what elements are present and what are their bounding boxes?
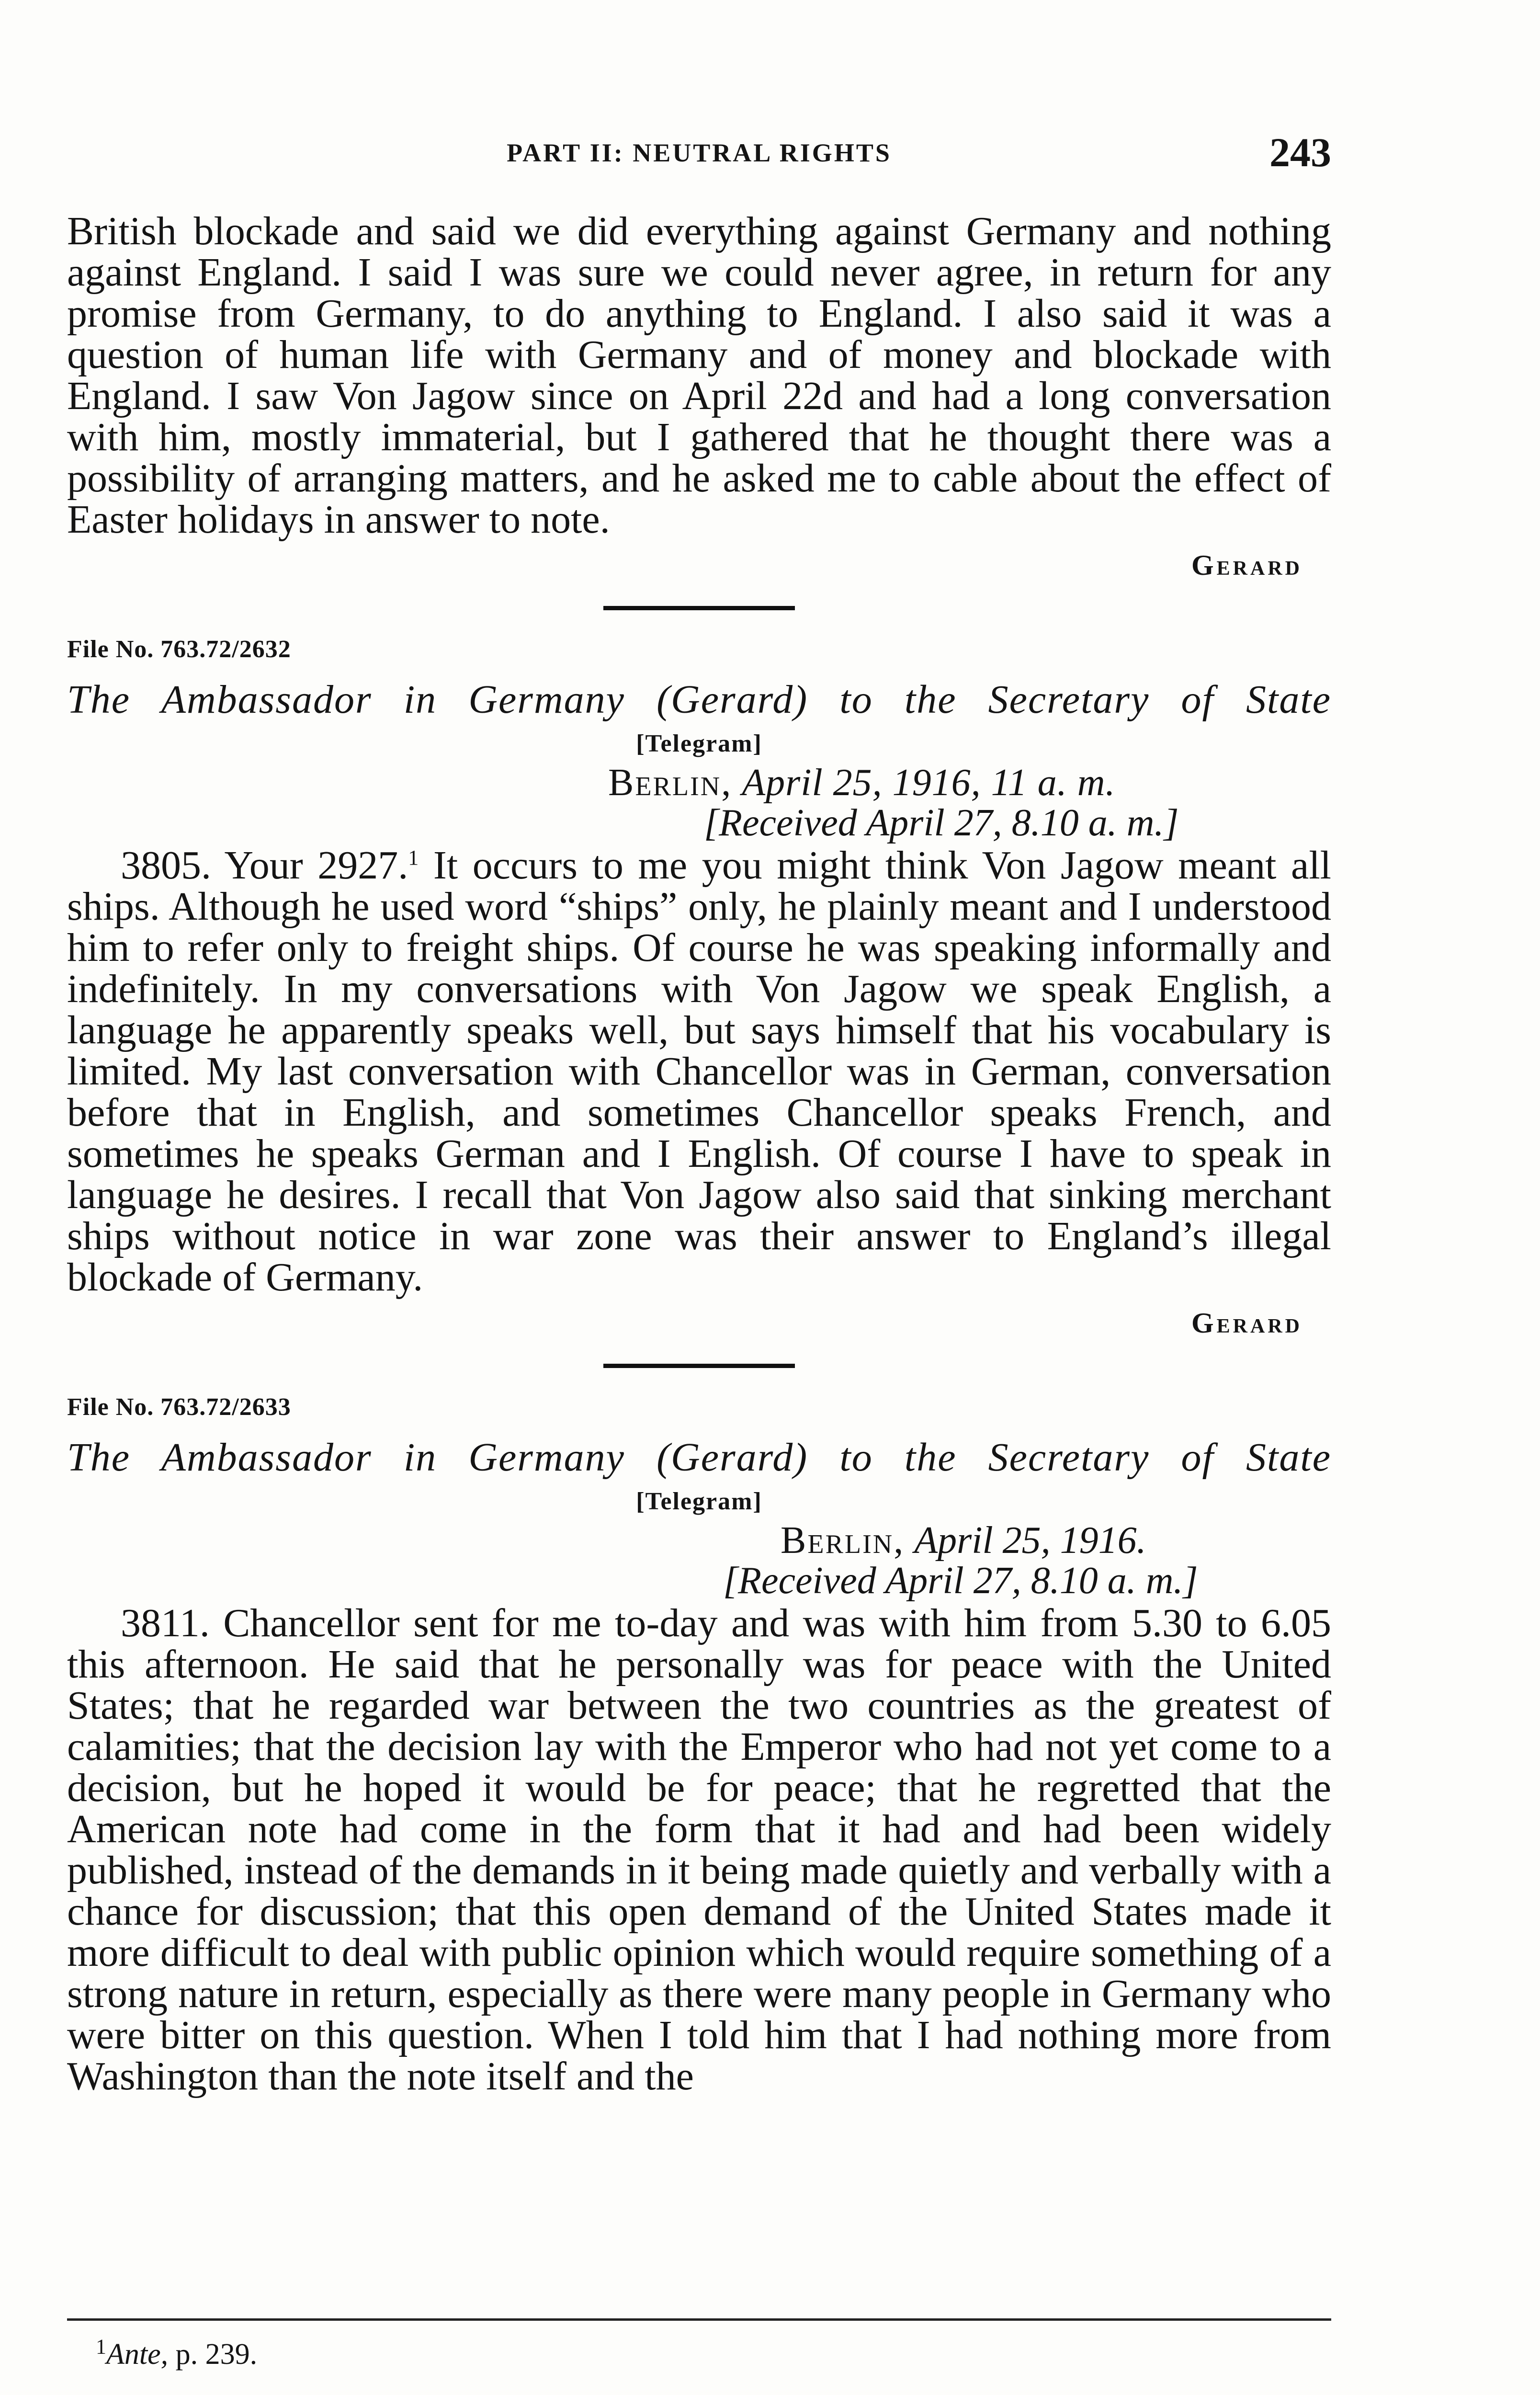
footnote-ref: Ante, <box>106 2338 169 2371</box>
doc2-received: [Received April 27, 8.10 a. m.] <box>704 802 1179 844</box>
doc3-place: Berlin, <box>781 1519 905 1562</box>
doc1-paragraph: British blockade and said we did everything against Germany and nothing against England. I said I was sure we could never agree, in return for any promise from Germany, to do anything to England. I also said it was a question of human life with Germany and of money and blockade with England. I saw Von Jagow since on April 22d and had a long conversation with him, mostly immaterial, but I gathered that he thought there was a possibility of arranging matters, and he asked me to cable about the effect of Easter holidays in answer to note. <box>67 209 1331 542</box>
doc2-number: 3805. <box>121 843 211 888</box>
doc2-paragraph <box>67 845 1331 1298</box>
doc2-title: The Ambassador in Germany (Gerard) to the Secretary of State <box>67 677 1331 722</box>
doc3-telegram-label: [Telegram] <box>636 1488 762 1515</box>
doc3-number: 3811. <box>121 1601 210 1645</box>
running-head: PART II: NEUTRAL RIGHTS <box>507 138 892 167</box>
section-divider <box>603 606 795 610</box>
document-1-continuation <box>67 211 1331 582</box>
doc3-title: The Ambassador in Germany (Gerard) to the Secretary of State <box>67 1435 1331 1480</box>
doc2-file-number: File No. 763.72/2632 <box>67 636 291 663</box>
footnote-divider <box>67 2318 1331 2321</box>
doc3-text: Chancellor sent for me to-day and was with him from 5.30 to 6.05 this afternoon. He said that he personally was for peace with the United States; that he regarded war between the two countries as the greatest of calamities; that the decision lay with the Emperor who had not yet come to a decision, but he hoped it would be for peace; that he regretted that the American note had come in the form that it had and had been widely published, instead of the demands in it being made quietly and verbally with a chance for discussion; that this open demand of the United States made it more difficult to deal with public opinion which would require something of a strong nature in return, especially as there were many people in Germany who were bitter on this question. When I told him that I had nothing more from Washington than the note itself and the <box>67 1601 1331 2098</box>
document-3 <box>67 1393 1331 2097</box>
doc3-file-number: File No. 763.72/2633 <box>67 1393 291 1421</box>
page-header <box>67 128 1331 181</box>
footnote-marker: 1 <box>96 2335 106 2359</box>
doc1-signature: Gerard <box>1191 549 1302 581</box>
page-number: 243 <box>1269 129 1331 175</box>
doc2-date: April 25, 1916, 11 a. m. <box>742 762 1116 804</box>
doc2-telegram-label: [Telegram] <box>636 730 762 757</box>
page-body <box>67 211 1331 2097</box>
doc3-received: [Received April 27, 8.10 a. m.] <box>723 1560 1198 1602</box>
document-2 <box>67 635 1331 1340</box>
doc3-dateline <box>67 1520 1331 1561</box>
footnote <box>96 2335 258 2372</box>
doc2-place: Berlin, <box>608 762 733 804</box>
section-divider <box>603 1364 795 1368</box>
footnote-page: p. 239. <box>175 2338 258 2371</box>
doc2-dateline <box>67 763 1331 803</box>
doc3-date: April 25, 1916. <box>914 1519 1146 1562</box>
doc2-signature: Gerard <box>1191 1307 1302 1339</box>
doc3-paragraph <box>67 1603 1331 2097</box>
doc2-footnote-marker: 1 <box>408 846 419 869</box>
doc2-reference: Your 2927. <box>224 843 408 888</box>
doc2-text: It occurs to me you might think Von Jagow meant all ships. Although he used word “ships” only, he plainly meant and I understood him to refer only to freight ships. Of course he was speaking informally and indefinitely. In my conversations with Von Jagow we speak English, a language he apparently speaks well, but says himself that his vocabulary is limited. My last conversation with Chancellor was in German, conversation before that in English, and sometimes Chancellor speaks French, and sometimes he speaks German and I English. Of course I have to speak in language he desires. I recall that Von Jagow also said that sinking merchant ships without notice in war zone was their answer to England’s illegal blockade of Germany. <box>67 843 1332 1300</box>
